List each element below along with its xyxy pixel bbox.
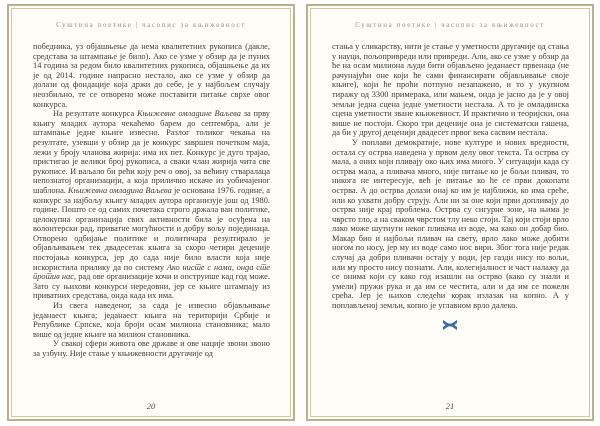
paragraph bbox=[332, 138, 569, 311]
text-run: У поплави демократије, нове културе и нових вредности, остала су острва наведена у првом делу овог текста. Та острва су мала, а оних који пливају око њих има много. У ситуацији када су острва мала, а пливача много, није питање ко је бољи пливач, то никога не интересује, већ је питање ко ће се први докопати острва. А до острва долази онај ко им је најближи, ко има среће, или ко ухвати добру струју. Али ни за оне који први допливају до острва није крај проблема. Острва су сигурне зоне, на њима је чврсто тло, а на сваком чврстом тлу неко стоји. Тај који стоји врло лако може шутнути неког пливача из воде, ма како он добар био. Макар био и најбољи пливач на свету, врло лако може добити ногом по носу, јер му из воде само нос вири. Због тога није редак случај да добри пливачи остају у води, јер газди нису по вољи, или му просто нису познати. Али, колегијалност и част налажу да се онима који су како год изашли на острво (како су знали и умели) пружи рука и да им се честита, али и да им се пожели срећа. Јер је њихов следећи корак излазак на копно. А у поплављеној земљи, копно је углавном врло далеко. bbox=[332, 137, 569, 311]
paragraph bbox=[332, 42, 569, 138]
right-page-body bbox=[332, 42, 569, 311]
running-head-right: Суштина поетике | часопис за књижевност bbox=[355, 21, 545, 29]
paragraph bbox=[33, 339, 270, 358]
text-run: На резултате конкурса bbox=[53, 109, 137, 119]
paragraph bbox=[33, 109, 270, 301]
text-run: стања у сликарству, нити је стање у уметности другачије од стања у науци, пољопривреди или привреди. Али, ако се узме у обзир да ће на осам милиона људи бити објављено једанаест првенаца (не рачунајући оне који ће сами финансирати објављивање своје књиге), који ће проћи потпуно незапажено, и то у укупном тиражу од 3300 примерака, или мањем, онда је јасно да је у овој земљи једна сцена једне уметности нестала. А то је омладинска сцена уметности зване књижевност. И практично и теоријски, она више не постоји. Скоро три деценије она је систематски гашена, да би у другој деценији двадесет првог века сасвим нестала. bbox=[332, 42, 569, 138]
text-run: У свакој сфери живота ове државе и ове нације звони звоно за узбуну. Није стање у књижевности другачије од bbox=[33, 339, 270, 358]
text-run: победника, уз објашњење да нема квалитетних рукописа (дакле, средстава за штампање је било). Ако се узме у обзир да је пуних 14 година за редом било квалитетних рукописа, објашњење да их је од 2014. године напрасно нестало, ако се узме у обзир да долази од фондације која држи до себе, је у најбољем случају неозбиљно, те се отворено може поставити питање сврхе овог конкурса. bbox=[33, 42, 270, 109]
italic-run: Књижевна омладина Ваљева bbox=[68, 185, 172, 195]
left-page bbox=[7, 4, 295, 421]
left-page-body bbox=[33, 42, 270, 359]
running-head-left: Суштина поетике | часопис за књижевност bbox=[56, 21, 246, 29]
text-run: , рад ове организације кочи и опструише кад год може. Зато су њихови конкурси нередовни, јер се књиге штампају из приватних средстава, онда када их има. bbox=[33, 272, 270, 301]
page-number-right: 21 bbox=[445, 401, 455, 411]
text-run: за прву књигу младих аутора чекаћемо барем до септембра, али је штампање једне књиге извесно. Разлог толиког чекања на резултате, узевши у обзир да је конкурс завршен почетком маја, лежи у броју чланова жирија: има их пет. Конкурс је дуго трајао, пристигао је велики број рукописа, а сваки члан жирија чита све рукописе. И ваљало би рећи коју реч о овој, за већину стваралаца непознатој организацији, а која прилично искаче из уобичајеног шаблона. bbox=[33, 109, 270, 195]
text-run: Из свега наведеног, за сада је извесно објављивање једанаест књига; једанаест књига на територији Србије и Републике Српске, која броји осам милиона становника; мало више од једне књиге на милион становника. bbox=[33, 301, 270, 339]
text-run: је основана 1976. године, а конкурс за најбољу књигу младих аутора организује још од 1980. године. Пошто се од самих почетака строго држала ван политике, целокупна организација свих активности била је осуђена на волонтерски рад, приватне могућности и добру вољу појединаца. Отворено одбијање политике и политичара резултирало је објављивањем тек двадесетак књига за скоро четири деценије постојања конкурса, јер до сада није било власти која није искористила прилику да по систему bbox=[33, 185, 270, 272]
paragraph bbox=[33, 301, 270, 339]
right-page bbox=[306, 4, 594, 421]
italic-run: Ако нисте с нама, онда сте против нас bbox=[33, 262, 270, 282]
italic-run: Књижевне омладине Ваљева bbox=[136, 109, 241, 119]
page-number-left: 20 bbox=[146, 401, 156, 411]
bowtie-icon bbox=[308, 320, 592, 330]
paragraph bbox=[33, 42, 270, 109]
